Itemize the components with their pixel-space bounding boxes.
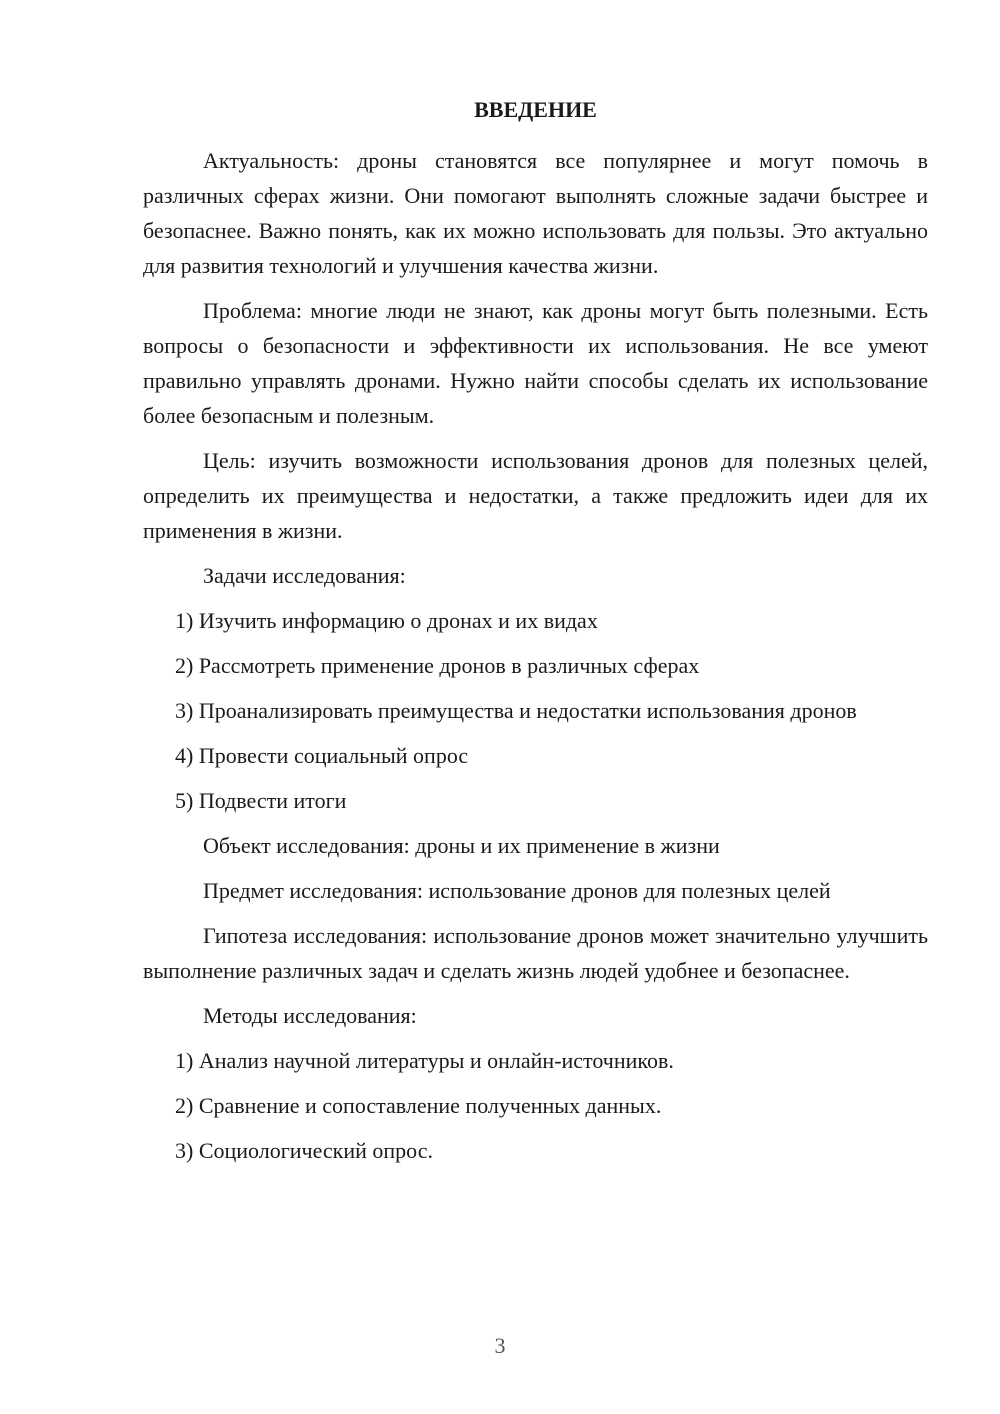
page-number: 3 xyxy=(494,1333,506,1358)
task-item-1: 1) Изучить информацию о дронах и их видах xyxy=(175,608,598,633)
research-subject: Предмет исследования: использование дронов для полезных целей xyxy=(203,878,831,903)
method-item-2: 2) Сравнение и сопоставление полученных данных. xyxy=(175,1093,662,1118)
methods-heading: Методы исследования: xyxy=(203,1003,417,1028)
goal-paragraph: Цель: изучить возможности использования дронов для полезных целей, определить их преимущества и недостатки, а также предложить идеи для их применения в жизни. xyxy=(143,448,928,543)
task-item-2: 2) Рассмотреть применение дронов в различных сферах xyxy=(175,653,700,678)
task-item-5: 5) Подвести итоги xyxy=(175,788,347,813)
task-item-3: 3) Проанализировать преимущества и недостатки использования дронов xyxy=(175,698,857,723)
page-content xyxy=(143,92,928,1178)
method-item-3: 3) Социологический опрос. xyxy=(175,1138,433,1163)
hypothesis-paragraph: Гипотеза исследования: использование дронов может значительно улучшить выполнение различных задач и сделать жизнь людей удобнее и безопаснее. xyxy=(143,923,928,983)
method-item-1: 1) Анализ научной литературы и онлайн-источников. xyxy=(175,1048,674,1073)
problem-paragraph: Проблема: многие люди не знают, как дроны могут быть полезными. Есть вопросы о безопасности и эффективности их использования. Не все умеют правильно управлять дронами. Нужно найти способы сделать их использование более безопасным и полезным. xyxy=(143,298,928,428)
section-title: ВВЕДЕНИЕ xyxy=(474,97,597,122)
tasks-heading: Задачи исследования: xyxy=(203,563,406,588)
relevance-paragraph: Актуальность: дроны становятся все популярнее и могут помочь в различных сферах жизни. Они помогают выполнять сложные задачи быстрее и безопаснее. Важно понять, как их можно использовать для пользы. Это актуально для развития технологий и улучшения качества жизни. xyxy=(143,148,928,278)
research-object: Объект исследования: дроны и их применение в жизни xyxy=(203,833,720,858)
task-item-4: 4) Провести социальный опрос xyxy=(175,743,469,768)
